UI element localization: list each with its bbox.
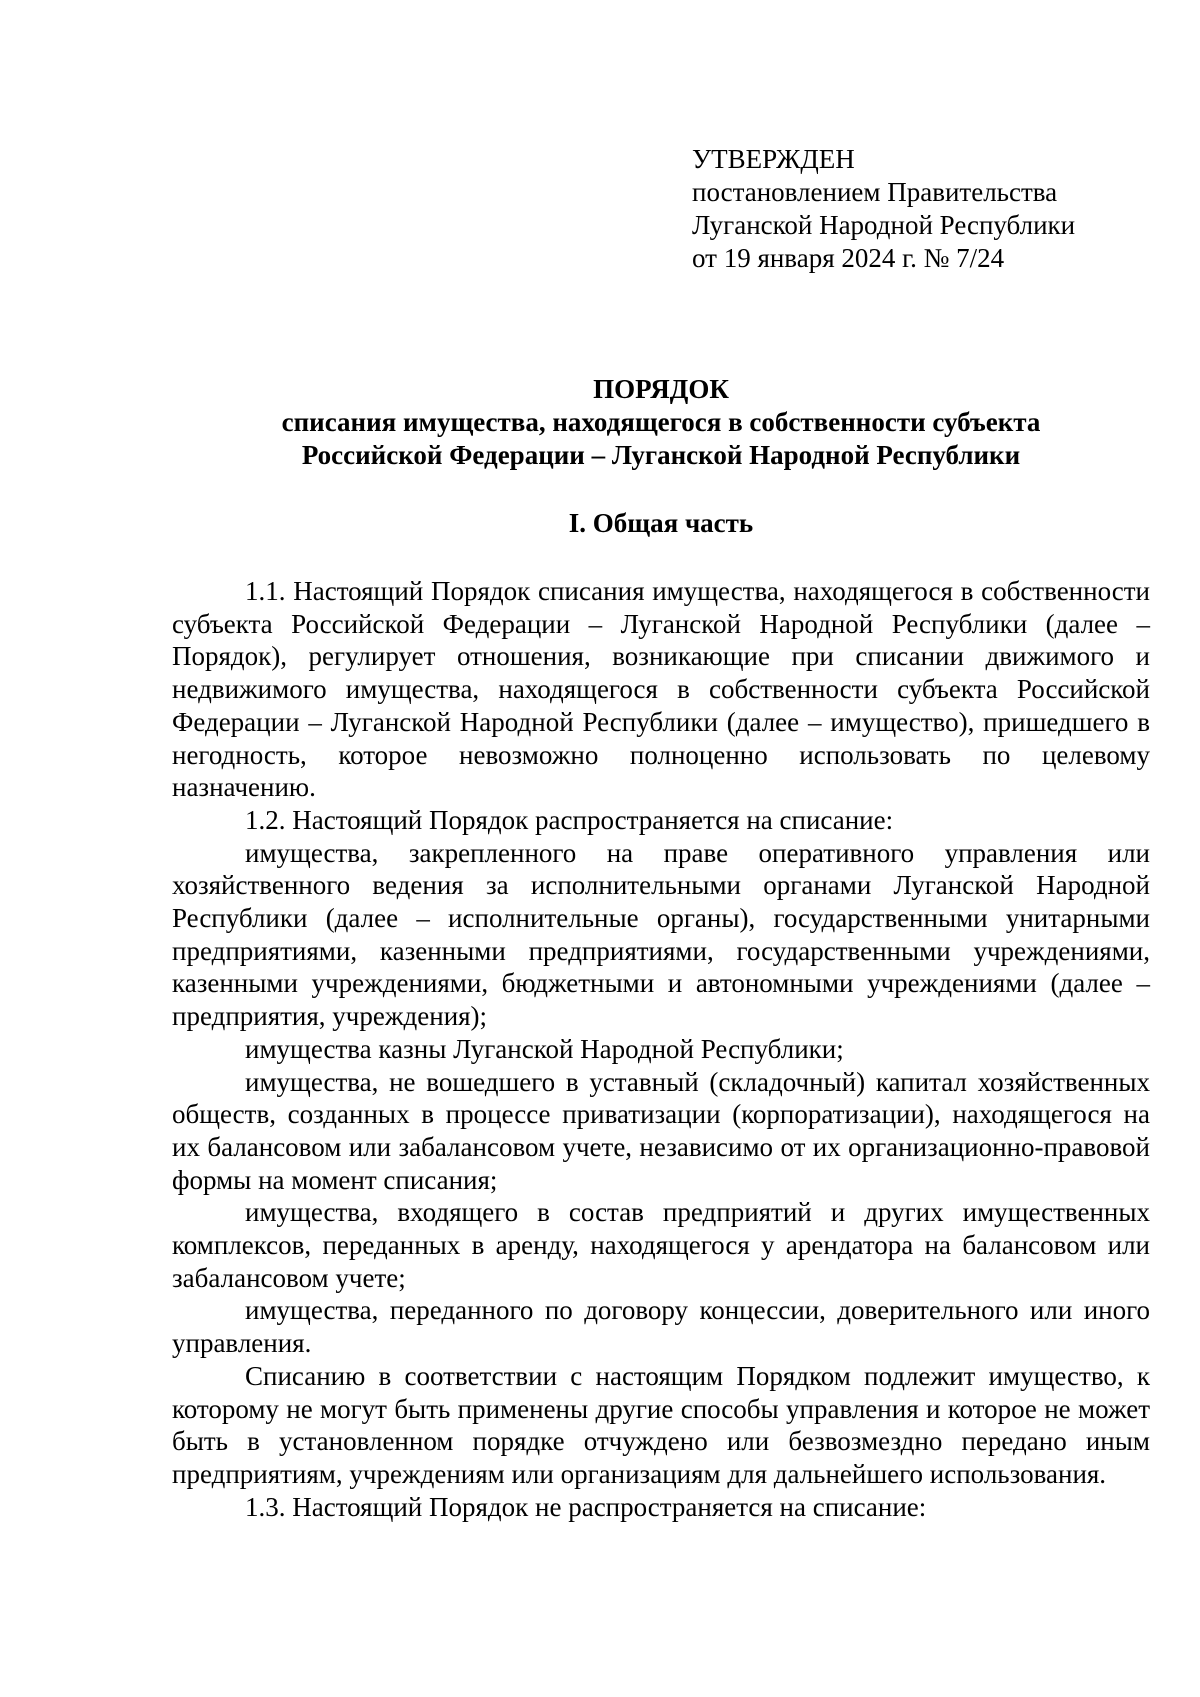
approval-status: УТВЕРЖДЕН (692, 144, 855, 174)
paragraph: имущества казны Луганской Народной Республики; (245, 1033, 844, 1064)
document-body (172, 575, 1150, 1523)
approval-authority: постановлением Правительства (692, 177, 1058, 207)
paragraph: 1.1. Настоящий Порядок списания имущества, находящегося в собственности субъекта Российской Федерации – Луганской Народной Республики (далее – Порядок), регулирует отношения, возникающие при списании движимого и недвижимого имущества, находящегося в собственности субъекта Российской Федерации – Луганской Народной Республики (далее – имущество), пришедшего в негодность, которое невозможно полноценно использовать по целевому назначению. (172, 576, 1150, 803)
approval-block (692, 143, 1075, 275)
document-subtitle-line-2: Российской Федерации – Луганской Народной Республики (301, 440, 1021, 470)
paragraph: имущества, переданного по договору концессии, доверительного или иного управления. (172, 1295, 1150, 1359)
document-title-block (172, 373, 1150, 472)
document-title: ПОРЯДОК (593, 374, 729, 404)
paragraph: Списанию в соответствии с настоящим Порядком подлежит имущество, к которому не могут быть применены другие способы управления и которое не может быть в установленном порядке отчуждено или безвозмездно передано иным предприятиям, учреждениям или организациям для дальнейшего использования. (172, 1360, 1150, 1489)
section-heading-text: I. Общая часть (568, 508, 754, 538)
paragraph: имущества, входящего в состав предприятий и других имущественных комплексов, переданных в аренду, находящегося у арендатора на балансовом или забалансовом учете; (172, 1197, 1150, 1293)
paragraph: 1.2. Настоящий Порядок распространяется на списание: (245, 804, 894, 835)
paragraph: имущества, не вошедшего в уставный (складочный) капитал хозяйственных обществ, созданных в процессе приватизации (корпоратизации), находящегося на их балансовом или забалансовом учете, независимо от их организационно-правовой формы на момент списания; (172, 1066, 1150, 1195)
document-subtitle-line-1: списания имущества, находящегося в собственности субъекта (281, 407, 1041, 437)
section-heading (172, 507, 1150, 540)
paragraph: имущества, закрепленного на праве оперативного управления или хозяйственного ведения за исполнительными органами Луганской Народной Республики (далее – исполнительные органы), государственными унитарными предприятиями, казенными предприятиями, государственными учреждениями, казенными учреждениями, бюджетными и автономными учреждениями (далее – предприятия, учреждения); (172, 837, 1150, 1032)
approval-date-number: от 19 января 2024 г. № 7/24 (692, 243, 1005, 273)
paragraph: 1.3. Настоящий Порядок не распространяется на списание: (245, 1491, 927, 1522)
approval-authority-region: Луганской Народной Республики (692, 210, 1076, 240)
